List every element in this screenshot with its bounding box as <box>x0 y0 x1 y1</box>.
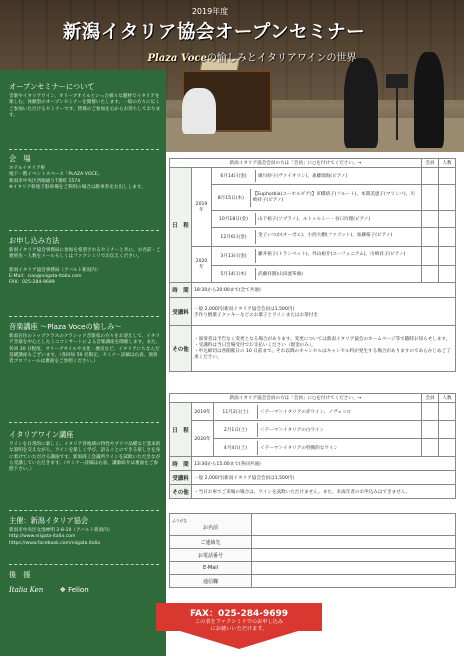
session-performer: 【Euphorbia(ユーホルビア)】市橋靖子(フルート)、本間美恵子(マリンバ)、川崎祥子(ピアノ) <box>252 191 415 203</box>
other-label: その他 <box>170 485 192 499</box>
count-field[interactable] <box>439 266 456 283</box>
contact-field[interactable] <box>252 536 456 549</box>
subtitle-italic: Plaza Voce <box>147 53 207 64</box>
session-performer: 山下裕子(ソプラノ)、ルトゥルミー・谷口玲理(ピアノ) <box>258 217 371 222</box>
member-column-header: 会員 <box>422 159 439 168</box>
music-stand-pole <box>396 88 398 140</box>
event-year: 2019年度 <box>191 7 229 16</box>
fee-value <box>192 298 456 326</box>
session-date: 5月14日(木) <box>212 268 256 280</box>
count-field[interactable] <box>439 421 456 439</box>
fax-line: この表をファクシミリでのお申し込み <box>194 619 284 625</box>
sponsor-title: 後 援 <box>9 570 31 579</box>
organizer-section <box>9 516 161 547</box>
flutist-figure <box>414 52 444 148</box>
divider <box>9 316 159 317</box>
fee-line: 一般 2,000円(新潟イタリア協会会員は1,500円) <box>194 306 295 312</box>
other-line: ・受講料は当日会場受付でお支払いください（現金のみ）。 <box>194 342 316 348</box>
session-theme: ＜テーマ＞イタリアの白ワイン <box>260 427 325 433</box>
application-form <box>169 513 456 588</box>
table-row <box>212 266 422 283</box>
count-field[interactable] <box>439 211 456 228</box>
table-row <box>212 247 422 266</box>
info-sidebar <box>0 70 166 656</box>
email-field[interactable] <box>252 562 456 575</box>
member-checkbox[interactable] <box>422 168 439 185</box>
fax-instructions <box>156 619 322 633</box>
year-2019: 2019年 <box>192 403 214 421</box>
table-row <box>214 439 422 457</box>
divider <box>9 510 159 511</box>
count-field[interactable] <box>439 185 456 211</box>
organizer-address: 新潟市中央区女池神明 2-8-10（アバルト新潟内） <box>9 528 113 533</box>
count-column-header: 人数 <box>439 159 456 168</box>
other-line: ・申込締切は各開催日の 10 日前まで。それ以降のキャンセルはキャンセル料が発生する場合がありますのであらかじめご了承ください。 <box>194 348 451 360</box>
session-theme: ＜テーマ＞イタリアの赤ワイン、ノヴェッロ <box>260 409 352 415</box>
session-performer: 藤井裕子(トランペット)、外山裕介(ユーフォニアム)、川崎祥子(ピアノ) <box>258 252 406 257</box>
wine-seminar-table <box>169 393 456 499</box>
session-date: 4月4日(土) <box>214 441 258 455</box>
member-checkbox[interactable] <box>422 403 439 421</box>
table-row <box>214 421 422 439</box>
session-date: 12月6日(金) <box>212 230 256 244</box>
music-text: 新潟在住のトップクラスのクラシック音楽家の方々をお迎えして、イタリア音楽を中心としたミニコンサートによる音楽講座を開催します。また、各回 30 分程度、オリーブオイルや文化・歴史など、イタリアにちなんだ基礎講座もございます。（各回毎 50 名限定。セミナー詳細は右表、演奏者プロフィールは裏面をご参照ください。） <box>9 334 161 365</box>
member-checkbox[interactable] <box>422 211 439 228</box>
wine-text: ワインを日常的に楽しく、イタリア各地域の特性やブドウ品種など基本的な説明を交えながら、ワインを楽しく学び、語ることのできる楽しさを身に着けていただける講座です。新潟商工会議所ワインを試飲いただきながら受講していただきます。（セミナー詳細は右表、講師紹介は裏面をご参照下さい。） <box>9 442 161 473</box>
session-theme: ＜テーマ＞イタリアの特徴的なワイン <box>260 445 338 451</box>
sponsor-section <box>9 570 161 594</box>
time-label: 時 間 <box>170 283 192 298</box>
session-performer: 武藤祥園(山田流筝曲) <box>258 272 303 277</box>
time-value: 13:30から15:00まで(各回共通) <box>192 457 456 471</box>
table-row <box>214 403 422 421</box>
member-checkbox[interactable] <box>422 185 439 211</box>
venue-section <box>9 154 161 191</box>
count-field[interactable] <box>439 247 456 266</box>
fee-label: 受講料 <box>170 298 192 326</box>
year-2019: 2019年 <box>192 168 212 247</box>
count-field[interactable] <box>439 228 456 247</box>
count-field[interactable] <box>439 403 456 421</box>
other-line: ・演奏者は予告なく変更となる場合があります。変更については新潟イタリア協会のホームページ等で随時お知らせします。 <box>194 336 451 342</box>
felion-logo-text: Felion <box>68 586 89 594</box>
member-checkbox[interactable] <box>422 421 439 439</box>
name-label <box>170 514 252 536</box>
office-email[interactable]: E-Mail：ciao@niigata-italia.com <box>9 273 82 279</box>
sponsor-logos <box>9 586 161 594</box>
time-label: 時 間 <box>170 457 192 471</box>
count-field[interactable] <box>439 439 456 457</box>
venue-title: 会 場 <box>9 154 31 163</box>
count-field[interactable] <box>439 168 456 185</box>
venue-note: ※イタリア軒地下駐車場をご利用の場合は駐車券をお出しします。 <box>9 184 146 190</box>
fee-line: 手作り焼菓子クッキーなどのお菓子とワインまたはお茶付き <box>194 312 318 318</box>
notes-field[interactable] <box>252 575 456 588</box>
table-row <box>212 211 422 228</box>
other-label: その他 <box>170 326 192 372</box>
session-performer: 廣川紗子(ヴァイオリン)、斎藤瑞海(ピアノ) <box>258 174 348 179</box>
music-title: 音楽講座 〜Plaza Voceの愉しみ〜 <box>9 322 122 331</box>
name-ruby-label: ふりがな <box>172 518 188 523</box>
name-label-text: お名前 <box>202 525 218 531</box>
divider <box>9 422 159 423</box>
office-fax: FAX：025-284-9699 <box>9 280 55 286</box>
organizer-title: 主催：新潟イタリア協会 <box>9 516 89 525</box>
music-stand <box>386 74 408 88</box>
member-note: 新潟イタリア協会会員の方は「会員」に○を付けてください。→ <box>170 394 422 403</box>
session-date: 11月2日(土) <box>214 405 258 419</box>
venue-name: ホテルイタリア軒 <box>9 166 46 171</box>
apply-title: お申し込み方法 <box>9 236 60 245</box>
time-value: 18:30から20:00まで(全て共通) <box>192 283 456 298</box>
venue-address: 新潟市中央区西堀通り7番町 1574 <box>9 178 81 184</box>
felion-logo: ❖ Felion <box>59 586 89 594</box>
member-checkbox[interactable] <box>422 247 439 266</box>
page-subtitle <box>122 49 382 64</box>
session-date: 3月13日(金) <box>212 249 256 263</box>
phone-field[interactable] <box>252 549 456 562</box>
divider <box>9 149 159 150</box>
music-seminar-table <box>169 158 456 372</box>
other-value <box>192 326 456 372</box>
name-field[interactable] <box>252 514 456 536</box>
wine-title: イタリアワイン講座 <box>9 430 74 439</box>
fax-number: FAX：025-284-9699 <box>189 609 289 619</box>
schedule-label: 日 程 <box>170 168 192 283</box>
fee-value: 一般 2,000円(新潟イタリア協会会員は1,500円) <box>192 471 456 485</box>
email-label: E-Mail <box>170 562 252 575</box>
session-performer: 金子いつか(オーボエ)、小西大樹(ファゴット)、加藤桜子(ピアノ) <box>258 233 393 238</box>
member-checkbox[interactable] <box>422 266 439 283</box>
table-row <box>212 168 422 185</box>
organizer-facebook[interactable]: https://www.facebook.com/niigata.italia <box>9 540 101 546</box>
subtitle-rest: の愉しみとイタリアワインの世界 <box>206 53 357 64</box>
contact-label: ご連絡先 <box>170 536 252 549</box>
organizer-url[interactable]: http://www.niigata-italia.com <box>9 534 76 540</box>
table-row <box>212 185 422 211</box>
divider <box>9 564 159 565</box>
music-section <box>9 322 161 365</box>
other-value: ・当日お車でご来場の場合は、ワインを試飲いただけません。また、未成年者のお申込みはできません。 <box>192 485 456 499</box>
member-column-header: 会員 <box>422 394 439 403</box>
member-checkbox[interactable] <box>422 228 439 247</box>
about-section <box>9 82 161 119</box>
phone-label: お電話番号 <box>170 549 252 562</box>
table-row <box>212 228 422 247</box>
year-2020: 2020年 <box>192 247 212 283</box>
page-title: 新潟イタリア協会オープンセミナー <box>62 22 366 43</box>
member-note: 新潟イタリア協会会員の方は「会員」に○を付けてください。→ <box>170 159 422 168</box>
session-date: 8月15日(木) <box>212 189 251 207</box>
harpsichordist-figure <box>182 88 216 134</box>
notes-label: 通信欄 <box>170 575 252 588</box>
wine-section <box>9 430 161 473</box>
apply-text: 新潟イタリア協会事務局に参加を希望されるセミナーと共に、お名前・ご連絡先・人数をメールもしくはファクシミリでお伝えください。 <box>9 248 161 260</box>
session-date: 10月18日(金) <box>212 213 256 225</box>
venue-place: 地下一階イベントスペース「PLAZA VOCE」 <box>9 172 103 178</box>
about-text: 音楽やイタリアワイン、オリーブオイルといった様々な題材でイタリアを楽しむ、体験型のオープンセミナーを開催いたします。一般の方々に広くご参加いただけるセミナーです。皆様のご参加を心からお待ちしております。 <box>9 94 161 118</box>
divider <box>9 230 159 231</box>
session-date: 2月1日(土) <box>214 423 258 437</box>
office-name: 新潟イタリア協会事務局（アバルト新潟内） <box>9 267 101 273</box>
year-2020: 2020年 <box>192 421 214 457</box>
italia-ken-logo: Italia Ken <box>9 586 44 594</box>
fee-label: 受講料 <box>170 471 192 485</box>
schedule-label: 日 程 <box>170 403 192 457</box>
about-title: オープンセミナーについて <box>9 82 95 91</box>
apply-section <box>9 236 161 286</box>
count-column-header: 人数 <box>439 394 456 403</box>
member-checkbox[interactable] <box>422 439 439 457</box>
fax-line: にお使いいただけます。 <box>210 626 268 632</box>
violinist-figure <box>344 58 378 148</box>
session-date: 6月14日(金) <box>212 170 256 182</box>
